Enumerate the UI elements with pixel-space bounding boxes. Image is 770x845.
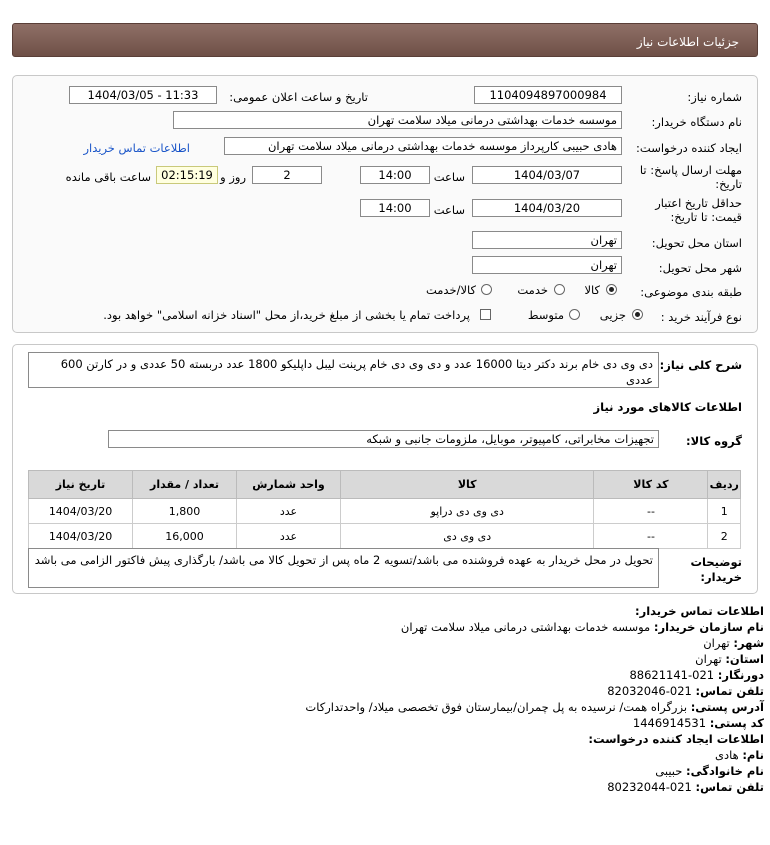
page-header: [12, 23, 758, 57]
treasury-checkbox[interactable]: [480, 309, 491, 320]
validity-date-field: 1404/03/20: [472, 199, 622, 217]
creator-label: ایجاد کننده درخواست:: [636, 141, 742, 155]
col-item: کالا: [341, 471, 594, 499]
cell-qty: 1,800: [133, 499, 237, 524]
contact-address-label: آدرس پستی:: [690, 700, 764, 714]
page-title: جزئیات اطلاعات نیاز: [636, 35, 739, 49]
summary-field: دی وی دی خام برند دکتر دیتا 16000 عدد و دی وی دی خام پرینت لیبل داپلیکو 1800 عدد دربسته 50 عددی و در کارتن 600 عددی: [28, 352, 659, 388]
cell-unit: عدد: [237, 524, 341, 549]
deadline-label: مهلت ارسال پاسخ: تا: [639, 163, 742, 177]
summary-label: شرح کلی نیاز:: [659, 358, 742, 372]
contact-title: اطلاعات تماس خریدار:: [634, 604, 764, 618]
creator-name: [715, 748, 764, 762]
contact-fax-label: دورنگار:: [717, 668, 764, 682]
creator-family-value: حبیبی: [655, 764, 683, 778]
col-code: کد کالا: [594, 471, 708, 499]
announce-field: 1404/03/05 - 11:33: [69, 86, 217, 104]
col-unit: واحد شمارش: [237, 471, 341, 499]
cell-code: --: [594, 499, 708, 524]
creator-phone-value: 021-80232044: [607, 780, 692, 794]
deadline-label-2: تاریخ:: [715, 177, 742, 191]
cell-qty: 16,000: [133, 524, 237, 549]
validity-time-label: ساعت: [433, 203, 465, 217]
deadline-time-field: 14:00: [360, 166, 430, 184]
goods-group-field: تجهیزات مخابراتی، کامپیوتر، موبایل، ملزومات جانبی و شبکه: [108, 430, 659, 448]
contact-province: [695, 652, 764, 666]
cell-code: --: [594, 524, 708, 549]
need-number-field: 1104094897000984: [474, 86, 622, 104]
contact-city-label: شهر:: [733, 636, 764, 650]
creator-field: هادی حبیبی کارپرداز موسسه خدمات بهداشتی درمانی میلاد سلامت تهران: [224, 137, 622, 155]
goods-group-label: گروه کالا:: [686, 434, 742, 448]
buyer-contact-link[interactable]: اطلاعات تماس خریدار: [83, 141, 190, 155]
category-service-label: خدمت: [517, 283, 548, 297]
process-medium-radio[interactable]: [569, 309, 580, 320]
notes-field: تحویل در محل خریدار به عهده فروشنده می باشد/تسویه 2 ماه پس از تحویل کالا می باشد/ بارگذاری پیش فاکتور الزامی می باشد: [28, 548, 659, 588]
creator-name-label: نام:: [742, 748, 764, 762]
category-goods-label: کالا: [584, 283, 600, 297]
contact-address-value: بزرگراه همت/ نرسیده به پل چمران/بیمارستان فوق تخصصی میلاد/ واحدتدارکات: [305, 700, 688, 714]
contact-phone-value: 021-82032046: [607, 684, 692, 698]
creator-family-label: نام خانوادگی:: [686, 764, 764, 778]
days-label: روز و: [220, 170, 246, 184]
remaining-label: ساعت باقی مانده: [65, 170, 151, 184]
days-field: 2: [252, 166, 322, 184]
contact-city: [703, 636, 764, 650]
contact-city-value: تهران: [703, 636, 730, 650]
table-row: [29, 524, 741, 549]
creator-phone-label: تلفن تماس:: [695, 780, 764, 794]
notes-label: توضیحات: [690, 555, 742, 569]
contact-fax: [629, 668, 764, 682]
contact-phone: [607, 684, 764, 698]
remaining-timer: 02:15:19: [156, 166, 218, 184]
creator-phone: [607, 780, 764, 794]
contact-org-value: موسسه خدمات بهداشتی درمانی میلاد سلامت تهران: [400, 620, 651, 634]
deadline-time-label: ساعت: [433, 170, 465, 184]
contact-postal: [633, 716, 764, 730]
category-label: طبقه بندی موضوعی:: [640, 285, 742, 299]
process-label: نوع فرآیند خرید :: [660, 310, 742, 324]
creator-name-value: هادی: [714, 748, 739, 762]
cell-row: 1: [708, 499, 741, 524]
deadline-date-field: 1404/03/07: [472, 166, 622, 184]
contact-postal-label: کد پستی:: [709, 716, 764, 730]
process-minor-label: جزیی: [599, 308, 626, 322]
need-number-label: شماره نیاز:: [687, 90, 742, 104]
creator-family: [655, 764, 764, 778]
city-label: شهر محل تحویل:: [658, 261, 742, 275]
col-date: تاریخ نیاز: [29, 471, 133, 499]
province-label: استان محل تحویل:: [651, 236, 742, 250]
contact-postal-value: 1446914531: [632, 716, 707, 730]
province-field: تهران: [472, 231, 622, 249]
col-qty: تعداد / مقدار: [133, 471, 237, 499]
col-row: ردیف: [708, 471, 741, 499]
category-both-radio[interactable]: [481, 284, 492, 295]
contact-org: [401, 620, 764, 634]
cell-unit: عدد: [237, 499, 341, 524]
cell-item: دی وی دی دراپو: [341, 499, 594, 524]
table-header-row: [29, 471, 741, 499]
payment-note: پرداخت تمام یا بخشی از مبلغ خرید،از محل "اسناد خزانه اسلامی" خواهد بود.: [103, 308, 470, 322]
cell-item: دی وی دی: [341, 524, 594, 549]
category-both-label: کالا/خدمت: [425, 283, 476, 297]
category-service-radio[interactable]: [554, 284, 565, 295]
contact-province-value: تهران: [695, 652, 722, 666]
goods-info-title: اطلاعات کالاهای مورد نیاز: [593, 400, 742, 414]
validity-label: حداقل تاریخ اعتبار: [655, 196, 742, 210]
contact-org-label: نام سازمان خریدار:: [653, 620, 764, 634]
cell-date: 1404/03/20: [29, 499, 133, 524]
goods-table: [28, 470, 741, 549]
contact-address: [305, 700, 764, 714]
category-goods-radio[interactable]: [606, 284, 617, 295]
cell-date: 1404/03/20: [29, 524, 133, 549]
announce-label: تاریخ و ساعت اعلان عمومی:: [229, 90, 368, 104]
buyer-org-label: نام دستگاه خریدار:: [651, 115, 742, 129]
creator-title: اطلاعات ایجاد کننده درخواست:: [588, 732, 764, 746]
contact-phone-label: تلفن تماس:: [695, 684, 764, 698]
contact-fax-value: 021-88621141: [629, 668, 715, 682]
notes-label-2: خریدار:: [700, 570, 742, 584]
buyer-org-field: موسسه خدمات بهداشتی درمانی میلاد سلامت تهران: [173, 111, 622, 129]
validity-time-field: 14:00: [360, 199, 430, 217]
process-minor-radio[interactable]: [632, 309, 643, 320]
city-field: تهران: [472, 256, 622, 274]
table-row: [29, 499, 741, 524]
cell-row: 2: [708, 524, 741, 549]
process-medium-label: متوسط: [527, 308, 564, 322]
validity-label-2: قیمت: تا تاریخ:: [670, 210, 742, 224]
contact-province-label: استان:: [725, 652, 764, 666]
